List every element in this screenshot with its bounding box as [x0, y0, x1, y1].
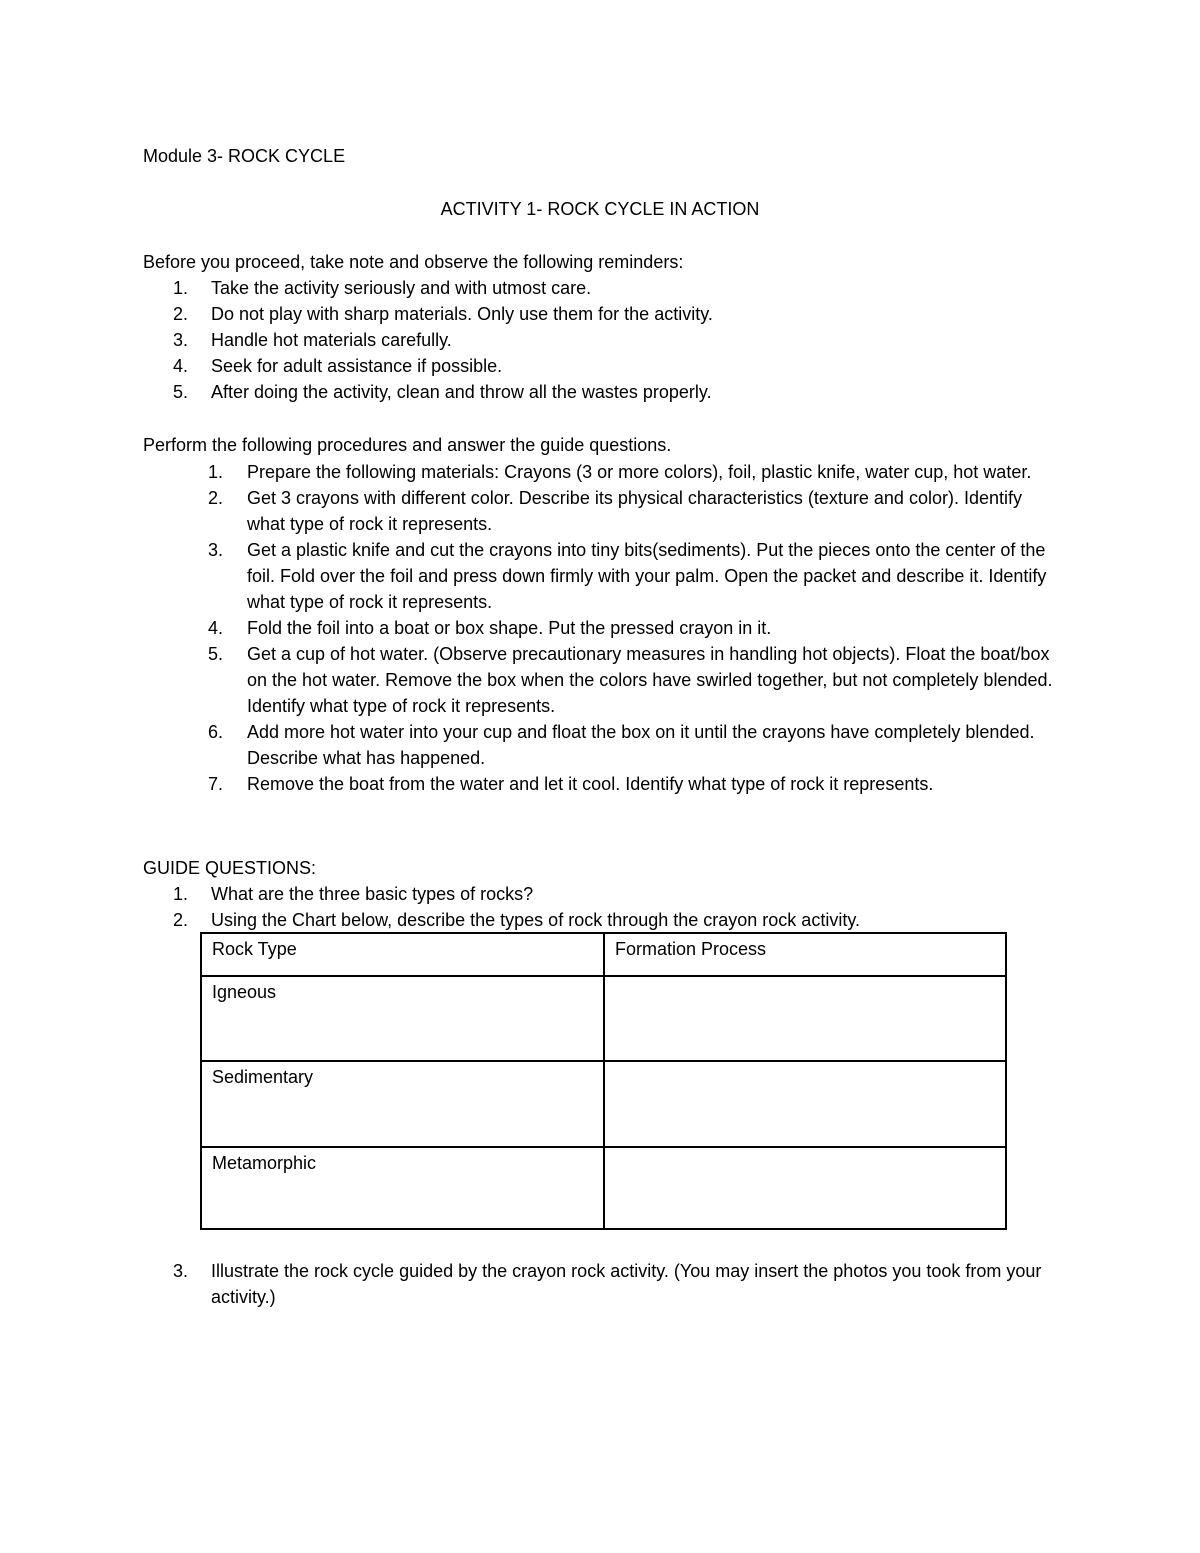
formation-process-cell[interactable] — [604, 1147, 1006, 1229]
item-text: Do not play with sharp materials. Only use them for the activity. — [211, 304, 713, 324]
item-text: Illustrate the rock cycle guided by the crayon rock activity. (You may insert the photos you took from your activity.) — [211, 1261, 1042, 1307]
header-rock-type: Rock Type — [201, 933, 604, 976]
item-text: Get a cup of hot water. (Observe precautionary measures in handling hot objects). Float the boat/box on the hot water. Remove the box when the colors have swirled together, but not completely blended. Identify what type of rock it represents. — [247, 644, 1053, 716]
rock-type-cell: Metamorphic — [201, 1147, 604, 1229]
guide-questions-heading: GUIDE QUESTIONS: — [143, 858, 317, 878]
item-number: 2. — [207, 488, 223, 508]
rock-type-table — [200, 932, 1007, 1230]
item-number: 2. — [172, 304, 188, 324]
item-number: 5. — [207, 644, 223, 664]
item-text: Handle hot materials carefully. — [211, 330, 452, 350]
item-text: After doing the activity, clean and throw all the wastes properly. — [211, 382, 712, 402]
item-text: Seek for adult assistance if possible. — [211, 356, 503, 376]
table-row — [201, 976, 1006, 1061]
item-text: Fold the foil into a boat or box shape. Put the pressed crayon in it. — [247, 618, 772, 638]
table-row — [201, 1147, 1006, 1229]
item-text: Get 3 crayons with different color. Describe its physical characteristics (texture and color). Identify what type of rock it represents. — [247, 488, 1022, 534]
list-item — [143, 881, 1043, 907]
list-item — [143, 301, 1043, 327]
item-number: 4. — [172, 356, 188, 376]
item-number: 4. — [207, 618, 223, 638]
module-title: Module 3- ROCK CYCLE — [143, 146, 346, 166]
item-text: What are the three basic types of rocks? — [211, 884, 534, 904]
item-text: Prepare the following materials: Crayons (3 or more colors), foil, plastic knife, water cup, hot water. — [247, 462, 1032, 482]
list-item — [143, 771, 1053, 797]
item-text: Add more hot water into your cup and float the box on it until the crayons have completely blended. Describe what has happened. — [247, 722, 1035, 768]
item-number: 1. — [172, 278, 188, 298]
formation-process-cell[interactable] — [604, 1061, 1006, 1147]
list-item — [143, 907, 1043, 933]
rock-type-cell: Igneous — [201, 976, 604, 1061]
list-item — [143, 537, 1053, 615]
activity-title: ACTIVITY 1- ROCK CYCLE IN ACTION — [440, 199, 760, 219]
formation-process-cell[interactable] — [604, 976, 1006, 1061]
list-item — [143, 1258, 1053, 1310]
item-text: Using the Chart below, describe the types of rock through the crayon rock activity. — [211, 910, 860, 930]
item-number: 1. — [172, 884, 188, 904]
list-item — [143, 275, 1043, 301]
table-row — [201, 1061, 1006, 1147]
list-item — [143, 459, 1053, 485]
list-item — [143, 615, 1053, 641]
list-item — [143, 485, 1053, 537]
list-item — [143, 327, 1043, 353]
guide-questions-list — [143, 881, 1043, 933]
list-item — [143, 719, 1053, 771]
procedures-list — [143, 459, 1053, 797]
list-item — [143, 353, 1043, 379]
guide-question-3 — [143, 1258, 1053, 1310]
table-header-row — [201, 933, 1006, 976]
procedures-intro: Perform the following procedures and answer the guide questions. — [143, 435, 672, 455]
item-number: 2. — [172, 910, 188, 930]
rock-type-cell: Sedimentary — [201, 1061, 604, 1147]
item-number: 7. — [207, 774, 223, 794]
item-number: 5. — [172, 382, 188, 402]
reminders-list — [143, 275, 1043, 405]
item-number: 6. — [207, 722, 223, 742]
item-text: Get a plastic knife and cut the crayons into tiny bits(sediments). Put the pieces onto the center of the foil. Fold over the foil and press down firmly with your palm. Open the packet and describe it. Identify what type of rock it represents. — [247, 540, 1047, 612]
header-formation-process: Formation Process — [604, 933, 1006, 976]
item-number: 1. — [207, 462, 223, 482]
reminders-intro: Before you proceed, take note and observe the following reminders: — [143, 252, 684, 272]
item-number: 3. — [172, 330, 188, 350]
item-text: Take the activity seriously and with utmost care. — [211, 278, 592, 298]
item-number: 3. — [207, 540, 223, 560]
item-number: 3. — [172, 1261, 188, 1281]
list-item — [143, 379, 1043, 405]
list-item — [143, 641, 1053, 719]
item-text: Remove the boat from the water and let it cool. Identify what type of rock it represents. — [247, 774, 934, 794]
